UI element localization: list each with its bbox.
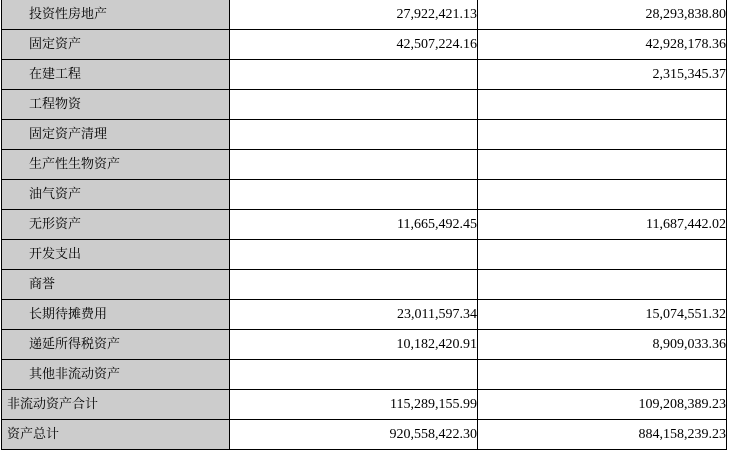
prior-period-value: 2,315,345.37 [478,60,727,90]
prior-period-value: 11,687,442.02 [478,210,727,240]
current-period-value [230,240,478,270]
prior-period-value [478,150,727,180]
current-period-value: 42,507,224.16 [230,30,478,60]
table-row [2,240,727,270]
row-label: 固定资产清理 [2,120,230,150]
current-period-value [230,90,478,120]
prior-period-value [478,240,727,270]
prior-period-value: 28,293,838.80 [478,0,727,30]
row-label: 投资性房地产 [2,0,230,30]
prior-period-value: 15,074,551.32 [478,300,727,330]
current-period-value: 10,182,420.91 [230,330,478,360]
table-body [2,0,727,450]
prior-period-value: 8,909,033.36 [478,330,727,360]
current-period-value [230,270,478,300]
current-period-value: 920,558,422.30 [230,420,478,450]
prior-period-value [478,360,727,390]
prior-period-value: 884,158,239.23 [478,420,727,450]
current-period-value: 23,011,597.34 [230,300,478,330]
prior-period-value: 42,928,178.36 [478,30,727,60]
table-row [2,0,727,30]
table-row [2,150,727,180]
prior-period-value [478,90,727,120]
prior-period-value: 109,208,389.23 [478,390,727,420]
table-row [2,90,727,120]
prior-period-value [478,180,727,210]
table-row [2,210,727,240]
row-label: 生产性生物资产 [2,150,230,180]
current-period-value [230,120,478,150]
row-label: 无形资产 [2,210,230,240]
table-row [2,390,727,420]
row-label: 在建工程 [2,60,230,90]
table-row [2,180,727,210]
row-label: 工程物资 [2,90,230,120]
current-period-value [230,60,478,90]
current-period-value: 11,665,492.45 [230,210,478,240]
table-row [2,300,727,330]
row-label: 开发支出 [2,240,230,270]
row-label: 非流动资产合计 [2,390,230,420]
row-label: 长期待摊费用 [2,300,230,330]
row-label: 资产总计 [2,420,230,450]
prior-period-value [478,120,727,150]
table-row [2,60,727,90]
table-row [2,330,727,360]
current-period-value: 115,289,155.99 [230,390,478,420]
table-row [2,120,727,150]
row-label: 其他非流动资产 [2,360,230,390]
table-row [2,30,727,60]
prior-period-value [478,270,727,300]
current-period-value [230,180,478,210]
table-row [2,420,727,450]
table-row [2,360,727,390]
current-period-value [230,150,478,180]
balance-sheet-table [1,0,727,450]
row-label: 油气资产 [2,180,230,210]
row-label: 递延所得税资产 [2,330,230,360]
current-period-value [230,360,478,390]
row-label: 固定资产 [2,30,230,60]
current-period-value: 27,922,421.13 [230,0,478,30]
table-row [2,270,727,300]
row-label: 商誉 [2,270,230,300]
